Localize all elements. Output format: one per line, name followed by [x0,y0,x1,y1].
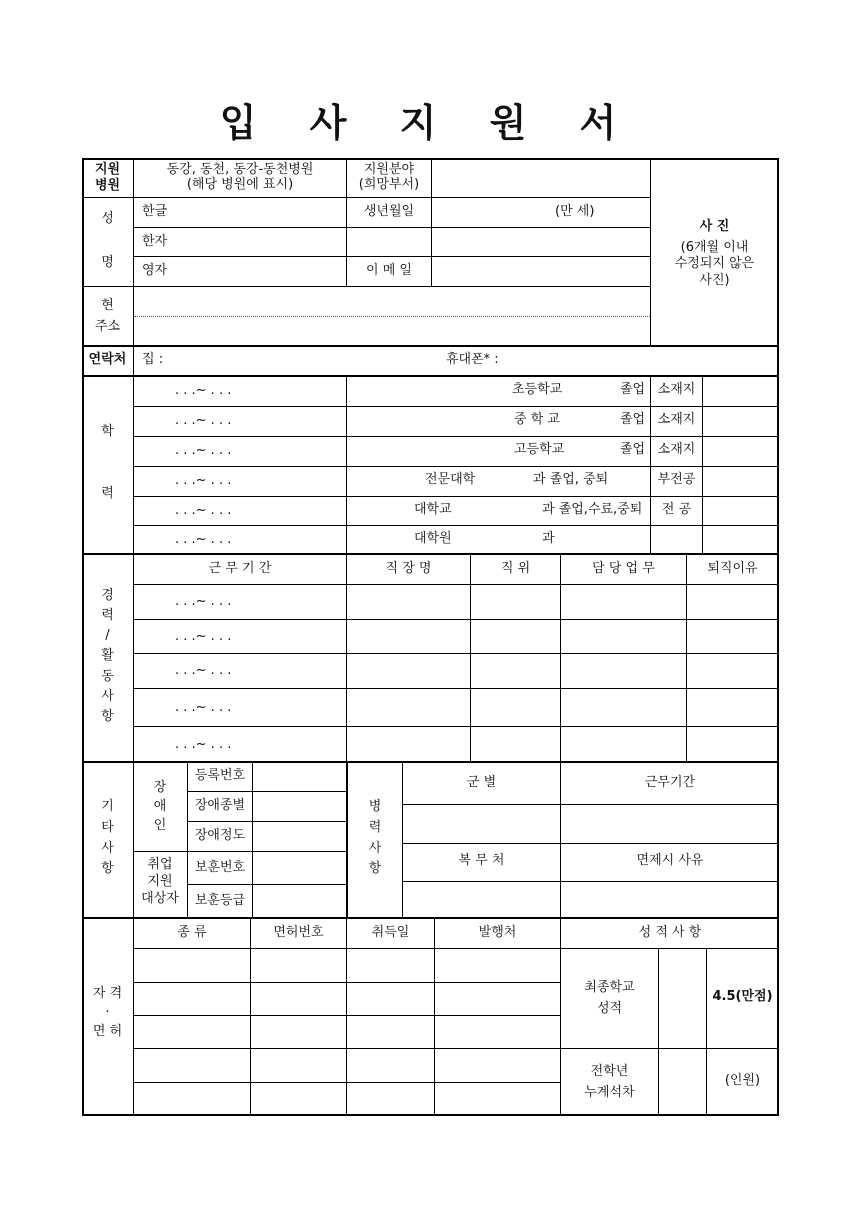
support-target-label: 취업 지원 대상자 [141,857,179,906]
edu-status: 졸업 [620,382,646,397]
license-header-issuer: 발행처 [478,925,517,940]
military-exempt: 면제시 사유 [636,853,704,868]
support-row: 보훈번호 [194,860,246,875]
edu-school: 대학교 [414,502,452,517]
career-date[interactable]: . . .~ . . . [175,663,232,678]
name-english-label: 영자 [142,263,168,278]
hospital-options: 동강, 동천, 동강-동천병원 [166,162,314,177]
name-hanja-label: 한자 [142,234,168,249]
etc-label: 기 타 사 항 [101,799,114,877]
address-label: 현 주소 [94,298,121,334]
hospital-options-note: (해당 병원에 표시) [186,177,294,192]
email-label: 이 메 일 [366,263,412,278]
photo-note: (6개월 이내 수정되지 않은 사진) [674,240,755,288]
edu-status: 졸업 [620,412,646,427]
email-input[interactable] [432,257,649,285]
photo-label: 사 진 [699,219,730,234]
birth-label: 생년월일 [363,204,415,219]
gpa-label: 최종학교 성적 [584,980,635,1016]
edu-tail: 소재지 [657,382,696,397]
field-label: 지원분야 [363,162,415,177]
edu-tail: 소재지 [657,442,696,457]
name-hangul-label: 한글 [142,204,168,219]
career-header-duty: 담 당 업 무 [592,561,655,576]
career-header-reason: 퇴직이유 [707,561,758,576]
edu-tail: 전 공 [661,502,692,517]
career-header-company: 직 장 명 [385,561,432,576]
license-header-date: 취득일 [371,925,410,940]
edu-date[interactable]: . . .~ . . . [175,503,232,518]
disabled-row: 장애정도 [194,828,246,843]
age-field[interactable]: (만 세) [555,204,595,219]
support-row: 보훈등급 [194,893,246,908]
edu-status: 과 졸업,수료,중퇴 [542,502,643,517]
license-header-grades: 성 적 사 항 [638,925,702,940]
edu-school: 초등학교 [512,382,563,397]
apply-hospital-label: 지원 병원 [94,162,121,194]
disabled-row: 등록번호 [194,768,246,783]
disabled-label: 장 애 인 [153,780,167,833]
edu-date[interactable]: . . .~ . . . [175,473,232,488]
edu-school: 고등학교 [514,442,565,457]
edu-school: 전문대학 [425,472,476,487]
rank-label: 전학년 누계석차 [584,1064,635,1100]
career-date[interactable]: . . .~ . . . [175,594,232,609]
field-note: (희망부서) [358,177,420,192]
license-header-type: 종 류 [177,925,207,940]
career-label: 경 력 / 활 동 사 항 [101,588,114,724]
edu-school: 중 학 교 [514,412,560,427]
edu-date[interactable]: . . .~ . . . [175,383,232,398]
page-title: 입 사 지 원 서 [219,101,637,145]
career-date[interactable]: . . .~ . . . [175,629,232,644]
address-input[interactable] [134,287,649,344]
license-label: 자 격 · 면 허 [92,986,123,1039]
edu-status: 졸업 [620,442,646,457]
military-branch: 군 별 [466,775,497,790]
field-input[interactable] [432,159,649,196]
edu-status: 과 졸업, 중퇴 [533,472,609,487]
education-label: 학 력 [101,424,114,502]
edu-date[interactable]: . . .~ . . . [175,532,232,547]
edu-tail: 부전공 [657,472,696,487]
military-service: 복 무 처 [458,853,505,868]
edu-school: 대학원 [414,531,452,546]
name-label-2: 명 [101,255,114,270]
edu-date[interactable]: . . .~ . . . [175,413,232,428]
name-label-1: 성 [101,211,114,226]
career-header-position: 직 위 [500,561,531,576]
license-header-number: 면허번호 [273,925,324,940]
military-period: 근무기간 [644,775,696,790]
career-header-period: 근 무 기 간 [208,561,272,576]
contact-label: 연락처 [88,352,127,367]
disabled-row: 장애종별 [194,798,246,813]
mobile-phone-label: 휴대폰* : [446,352,499,367]
edu-date[interactable]: . . .~ . . . [175,443,232,458]
gpa-max: 4.5(만점) [712,989,773,1004]
career-date[interactable]: . . .~ . . . [175,737,232,752]
rank-unit: (인원) [724,1073,761,1088]
edu-tail: 소재지 [657,412,696,427]
military-label: 병 력 사 항 [368,799,382,877]
edu-status: 과 [542,531,555,546]
home-phone-label: 집 : [142,352,164,367]
career-date[interactable]: . . .~ . . . [175,700,232,715]
